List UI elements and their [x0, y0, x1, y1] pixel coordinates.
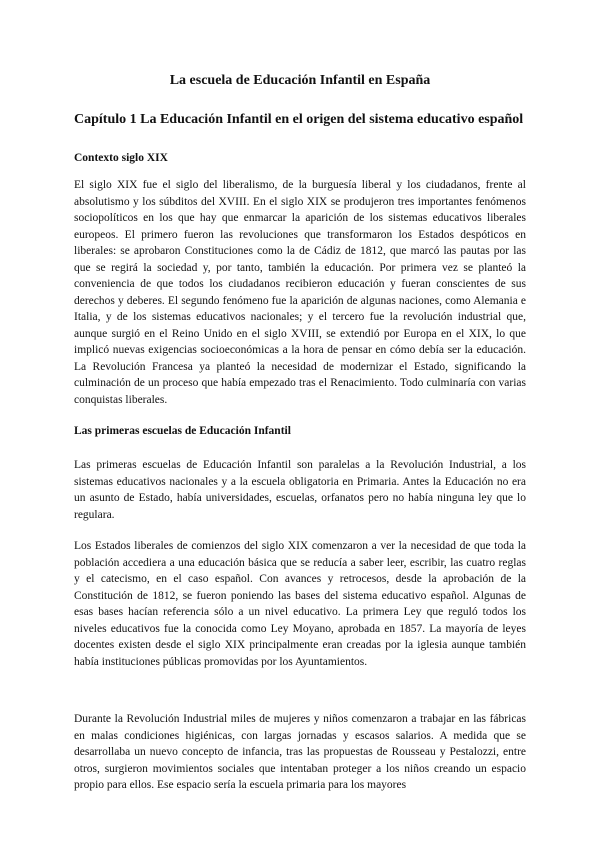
document-title: La escuela de Educación Infantil en España: [169, 73, 431, 88]
paragraph-primeras-3: Durante la Revolución Industrial miles de mujeres y niños comenzaron a trabajar en las fábricas en malas condiciones higiénicas, con largas jornadas y escasos salarios. A medida que se desarrollaba un nuevo concepto de infancia, tras las propuestas de Rousseau y Pestalozzi, entre otros, surgieron movimientos sociales que intentaban proteger a los niños creando un espacio propio para ellos. Ese espacio sería la escuela primaria para los mayores: [74, 713, 526, 791]
paragraph-primeras-2: Los Estados liberales de comienzos del siglo XIX comenzaron a ver la necesidad de que toda la población accediera a una educación básica que se reducía a saber leer, escribir, las cuatro reglas y el catecismo, en el caso español. Con avances y retrocesos, desde la aprobación de la Constitución de 1812, se fueron poniendo las bases del sistema educativo español. Algunas de esas bases hacían referencia sólo a un nivel educativo. La primera Ley que reguló todos los niveles educativos fue la conocida como Ley Moyano, aprobada en 1857. La mayoría de leyes docentes existen desde el siglo XIX principalmente eran creadas por la iglesia aunque también había instituciones públicas promovidas por los Ayuntamientos.: [74, 540, 526, 668]
section-heading-primeras-escuelas: Las primeras escuelas de Educación Infantil: [74, 425, 291, 437]
chapter-title: Capítulo 1 La Educación Infantil en el origen del sistema educativo español: [74, 112, 524, 127]
section-heading-contexto: Contexto siglo XIX: [74, 152, 168, 164]
paragraph-contexto: El siglo XIX fue el siglo del liberalismo, de la burguesía liberal y los ciudadanos, frente al absolutismo y los súbditos del XVIII. En el siglo XIX se produjeron tres importantes fenómenos sociopolíticos en los que hay que enmarcar la aparición de los sistemas educativos liberales europeos. El primero fueron las revoluciones que transformaron los Estados despóticos en liberales: se aprobaron Constituciones como la de Cádiz de 1812, que marcó las pautas por las que se regirá la sociedad y, por tanto, también la educación. Por primera vez se planteó la conveniencia de que todos los ciudadanos recibieron educación y fueran conscientes de sus derechos y deberes. El segundo fenómeno fue la aparición de algunas naciones, como Alemania e Italia, y de los sistemas educativos nacionales; y el tercero fue la revolución industrial que, aunque surgió en el Reino Unido en el siglo XVIII, se extendió por Europa en el XIX, lo que implicó nuevas exigencias socioeconómicas a la hora de pensar en cómo debía ser la educación. La Revolución Francesa ya planteó la necesidad de modernizar el Estado, significando la culminación de un proceso que había empezado tras el Renacimiento. Todo culminaría con varias conquistas liberales.: [74, 179, 526, 406]
paragraph-primeras-1: Las primeras escuelas de Educación Infantil son paralelas a la Revolución Industrial, a los sistemas educativos nacionales y a la escuela obligatoria en Primaria. Antes la Educación no era un asunto de Estado, había universidades, escuelas, orfanatos pero no había ninguna ley que lo regulara.: [74, 459, 526, 521]
